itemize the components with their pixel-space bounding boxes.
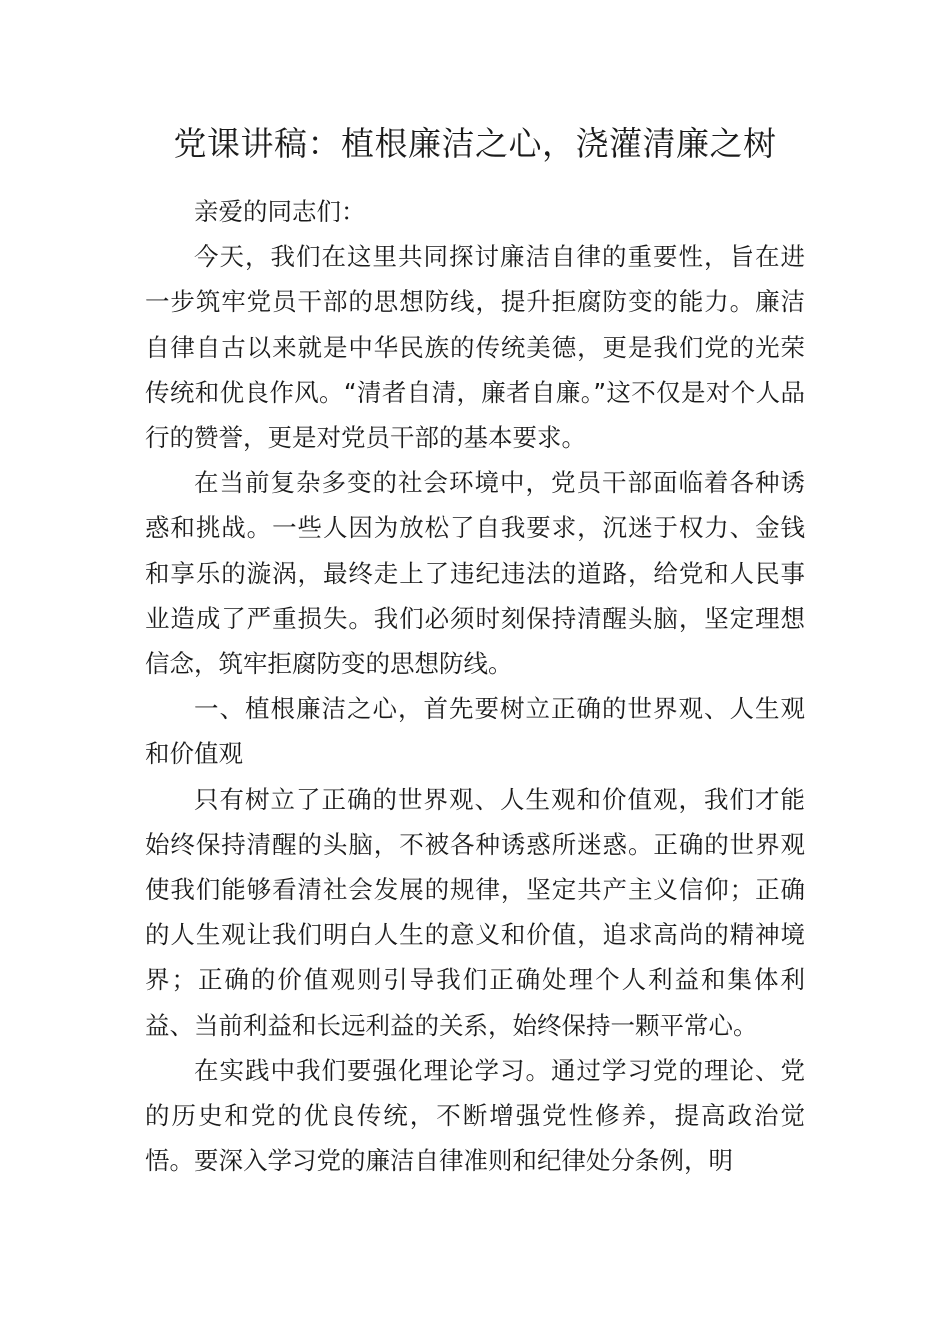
greeting: 亲爱的同志们： [194, 197, 366, 226]
document-title: 党课讲稿：植根廉洁之心，浇灌清廉之树 [173, 124, 777, 163]
paragraph-intro: 今天，我们在这里共同探讨廉洁自律的重要性，旨在进一步筑牢党员干部的思想防线，提升拒腐防变的能力。廉洁自律自古以来就是中华民族的传统美德，更是我们党的光荣传统和优良作风。“清者自清，廉者自廉。”这不仅是对个人品行的赞誉，更是对党员干部的基本要求。 [145, 242, 805, 453]
paragraph-practice: 在实践中我们要强化理论学习。通过学习党的理论、党的历史和党的优良传统，不断增强党性修养，提高政治觉悟。要深入学习党的廉洁自律准则和纪律处分条例，明 [145, 1055, 805, 1176]
paragraph-worldview: 只有树立了正确的世界观、人生观和价值观，我们才能始终保持清醒的头脑，不被各种诱惑所迷惑。正确的世界观使我们能够看清社会发展的规律，坚定共产主义信仰；正确的人生观让我们明白人生的意义和价值，追求高尚的精神境界；正确的价值观则引导我们正确处理个人利益和集体利益、当前利益和长远利益的关系，始终保持一颗平常心。 [145, 784, 805, 1040]
paragraph-environment: 在当前复杂多变的社会环境中，党员干部面临着各种诱惑和挑战。一些人因为放松了自我要求，沉迷于权力、金钱和享乐的漩涡，最终走上了违纪违法的道路，给党和人民事业造成了严重损失。我们必须时刻保持清醒头脑，坚定理想信念，筑牢拒腐防变的思想防线。 [145, 468, 805, 679]
document-body [145, 189, 805, 1183]
section-heading-1: 一、植根廉洁之心，首先要树立正确的世界观、人生观和价值观 [145, 694, 805, 769]
